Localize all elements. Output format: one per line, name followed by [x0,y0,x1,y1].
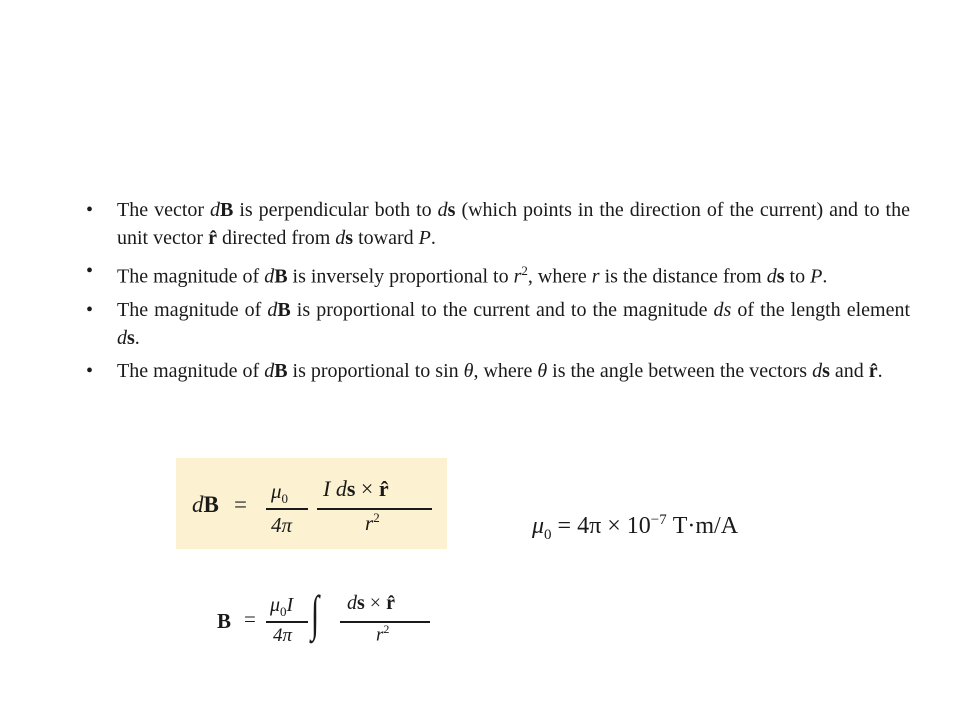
eq3-integral-sign: ∫ [311,585,320,641]
eq3-frac1-numerator: $\mu_0I$ [270,594,294,619]
eq1-frac2-denominator: $r^2$ [365,510,380,535]
bullet-dot: • [86,260,94,282]
biot-savart-equation-box [176,458,447,549]
eq1-frac1-bar [266,508,308,510]
eq1-frac1-numerator: $\mu_0$ [271,479,289,507]
bullet-dot: • [86,298,94,321]
bullet-item: • The vector dB is perpendicular both to ds (which points in the direction of the current) and to the unit vector r̂ directed from ds toward P. [86,196,910,252]
permeability-constant: $\mu_0 = 4\pi \times 10^{-7}$ T·m/A [532,512,739,543]
eq1-lhs: dB [192,492,219,517]
eq1-equals: = [234,492,247,517]
eq1-frac2-numerator: I ds × r̂ [323,476,389,501]
property-list [86,196,916,390]
eq3-frac1-bar [266,621,308,623]
bullet-dot: • [86,359,94,382]
bullet-item: • The magnitude of dB is proportional to sin θ, where θ is the angle between the vectors ds and r̂. [86,357,910,385]
bullet-dot: • [86,199,94,221]
eq3-frac2-numerator: ds × r̂ [347,592,395,614]
eq3-lhs: B [217,609,232,633]
eq3-frac1-denominator: 4π [273,625,293,646]
bullet-item: • The magnitude of dB is inversely proportional to $r^2$, where r is the distance from ds to P. [86,257,910,291]
bullet-item: • The magnitude of dB is proportional to the current and to the magnitude ds of the length element ds. [86,296,910,352]
eq3-frac2-denominator: $r^2$ [376,622,390,646]
eq1-frac1-denominator: 4π [271,513,293,537]
eq3-equals: = [244,607,256,631]
